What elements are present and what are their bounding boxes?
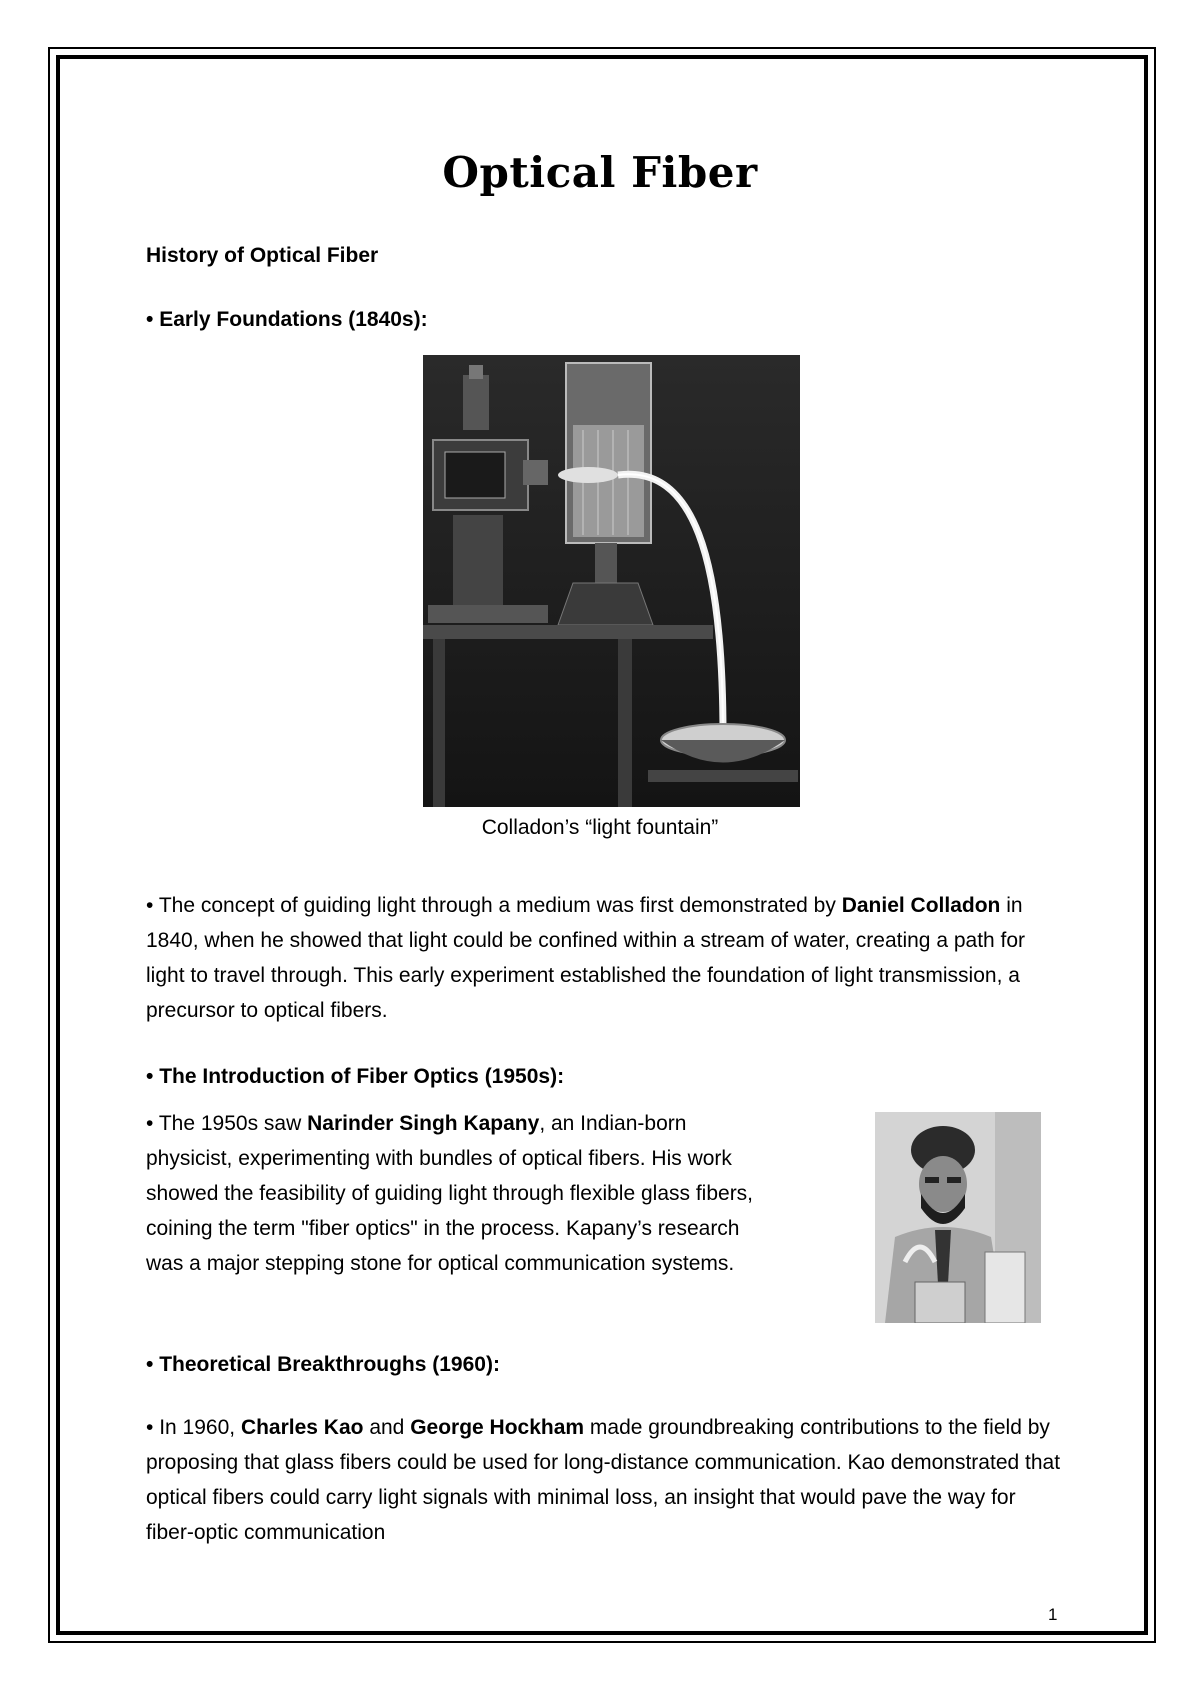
section-heading	[146, 1347, 500, 1382]
paragraph-kao	[146, 1410, 1066, 1550]
name-george-hockham: George Hockham	[410, 1416, 585, 1439]
heading-text: Early Foundations (1840s):	[159, 308, 428, 331]
paragraph-text: made groundbreaking contributions to the field by proposing that glass fibers could be used for long-distance communication. Kao demonstrated that optical fibers could carry light signals with minimal loss, an insight that would pave the way for fiber-optic communication	[146, 1416, 1061, 1544]
colladon-fountain-image	[423, 355, 800, 807]
paragraph-kapany	[146, 1106, 766, 1281]
paragraph-text: In 1960,	[159, 1416, 241, 1439]
figure-caption: Colladon’s “light fountain”	[481, 816, 719, 839]
paragraph-colladon	[146, 888, 1066, 1028]
bullet: •	[146, 1065, 154, 1088]
bullet: •	[146, 308, 154, 331]
heading-text: Theoretical Breakthroughs (1960):	[159, 1353, 500, 1376]
page-title: Optical Fiber	[442, 148, 758, 197]
paragraph-text: , an Indian-born physicist, experimenting with bundles of optical fibers. His work showed the feasibility of guiding light through flexible glass fibers, coining the term "fiber optics" in the process. Kapany’s research was a major stepping stone for optical communication systems.	[146, 1112, 754, 1275]
name-charles-kao: Charles Kao	[240, 1416, 364, 1439]
bullet: •	[146, 894, 154, 917]
bullet: •	[146, 1416, 154, 1439]
bullet: •	[146, 1353, 154, 1376]
section-heading	[146, 1059, 564, 1094]
paragraph-text: The concept of guiding light through a medium was first demonstrated by	[158, 894, 842, 917]
heading-text: The Introduction of Fiber Optics (1950s):	[159, 1065, 565, 1088]
section-heading	[146, 302, 428, 337]
page-number: 1	[1048, 1605, 1058, 1624]
bullet: •	[146, 1112, 154, 1135]
page-border-inner	[56, 55, 1148, 1635]
paragraph-text: and	[363, 1416, 411, 1439]
name-daniel-colladon: Daniel Colladon	[841, 894, 1001, 917]
paragraph-text: in 1840, when he showed that light could be confined within a stream of water, creating a path for light to travel through. This early experiment established the foundation of light transmission, a precursor to optical fibers.	[146, 894, 1026, 1022]
kapany-portrait-image	[875, 1112, 1041, 1323]
name-kapany: Narinder Singh Kapany	[307, 1112, 540, 1135]
paragraph-text: The 1950s saw	[158, 1112, 308, 1135]
subtitle: History of Optical Fiber	[146, 244, 379, 267]
